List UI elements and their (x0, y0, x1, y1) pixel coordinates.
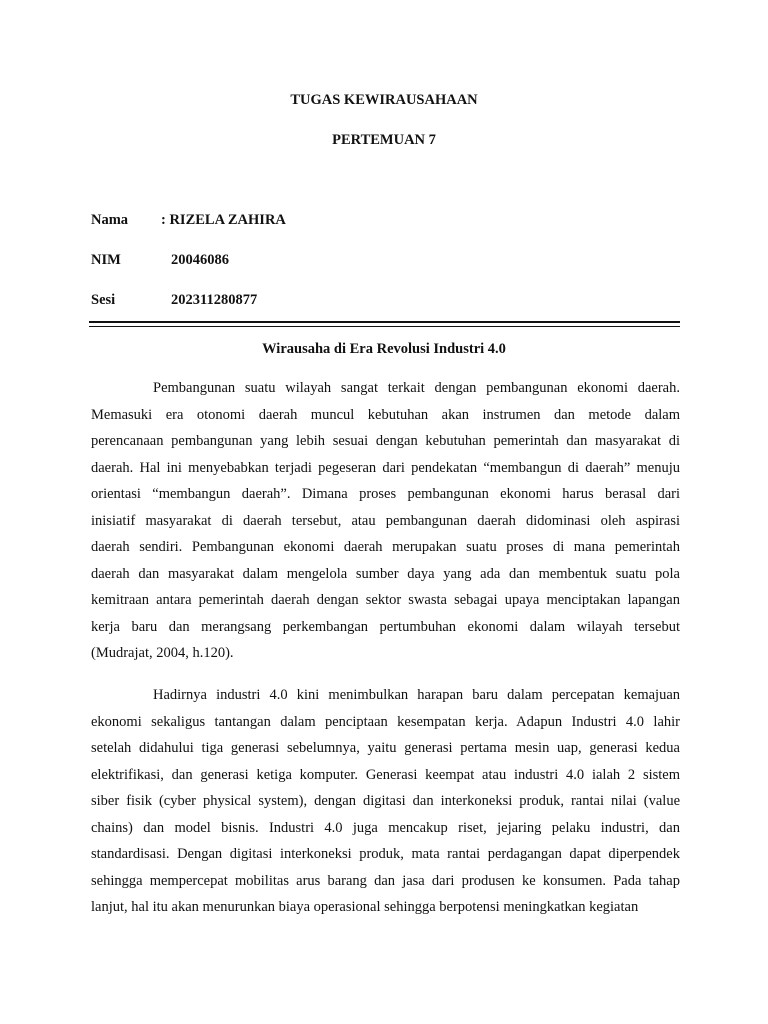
field-nim (91, 252, 229, 269)
text-line: perencanaan pembangunan yang lebih sesuai dengan kebutuhan pemerintah dan masyarakat di (91, 433, 680, 449)
text-line: Memasuki era otonomi daerah muncul kebutuhan akan instrumen dan metode dalam (91, 406, 680, 423)
text-line: daerah dan masyarakat dalam mengelola sumber daya yang ada dan membentuk suatu pola (91, 565, 680, 582)
field-label: Sesi (91, 292, 116, 308)
field-value: : RIZELA ZAHIRA (161, 212, 286, 228)
document-title: TUGAS KEWIRAUSAHAAN (290, 92, 478, 108)
field-nama (91, 212, 286, 229)
field-value: 202311280877 (171, 292, 258, 308)
text-line: orientasi “membangun daerah”. Dimana proses pembangunan ekonomi harus berasal dari (91, 486, 680, 502)
text-line: Pembangunan suatu wilayah sangat terkait dengan pembangunan ekonomi daerah. (153, 380, 680, 396)
text-line: standardisasi. Dengan digitasi interkoneksi produk, mata rantai perdagangan dapat diperpendek (91, 846, 680, 862)
text-line: kemitraan antara pemerintah daerah dengan sektor swasta sebagai upaya menciptakan lapangan (91, 592, 680, 608)
text-line: siber fisik (cyber physical system), dengan digitasi dan interkoneksi produk, rantai nilai (value (91, 793, 680, 809)
field-value: 20046086 (171, 252, 229, 268)
text-line: lanjut, hal itu akan menurunkan biaya operasional sehingga berpotensi meningkatkan kegiatan (91, 899, 639, 915)
text-line: (Mudrajat, 2004, h.120). (91, 645, 234, 661)
document-subtitle: PERTEMUAN 7 (332, 132, 436, 148)
paragraph-2 (91, 682, 680, 921)
text-line: daerah. Hal ini menyebabkan terjadi pegeseran dari pendekatan “membangun di daerah” menuju (91, 459, 680, 476)
divider-thick (89, 321, 680, 323)
section-heading: Wirausaha di Era Revolusi Industri 4.0 (262, 341, 506, 357)
paragraph-1 (91, 375, 680, 667)
text-line: inisiatif masyarakat di daerah tersebut, atau pembangunan daerah didominasi oleh aspirasi (91, 512, 680, 529)
text-line: chains) dan model bisnis. Industri 4.0 juga mencakup riset, jejaring pelaku industri, dan (91, 819, 680, 836)
text-line: sehingga mempercepat mobilitas arus barang dan jasa dari produsen ke konsumen. Pada tahap (91, 872, 680, 889)
text-line: Hadirnya industri 4.0 kini menimbulkan harapan baru dalam percepatan kemajuan (153, 687, 680, 703)
text-line: daerah sendiri. Pembangunan ekonomi daerah merupakan suatu proses di mana pemerintah (91, 539, 680, 555)
divider-thin (89, 326, 680, 327)
field-label: Nama (91, 212, 129, 228)
field-sesi (91, 292, 257, 309)
text-line: ekonomi sekaligus tantangan dalam penciptaan kesempatan kerja. Adapun Industri 4.0 lahir (91, 713, 680, 730)
text-line: kerja baru dan merangsang perkembangan pertumbuhan ekonomi dalam wilayah tersebut (91, 618, 680, 635)
text-line: elektrifikasi, dan generasi ketiga komputer. Generasi keempat atau industri 4.0 ialah 2 sistem (91, 766, 680, 783)
field-label: NIM (91, 252, 121, 268)
text-line: setelah didahului tiga generasi sebelumnya, yaitu generasi pertama mesin uap, generasi kedua (91, 740, 680, 756)
